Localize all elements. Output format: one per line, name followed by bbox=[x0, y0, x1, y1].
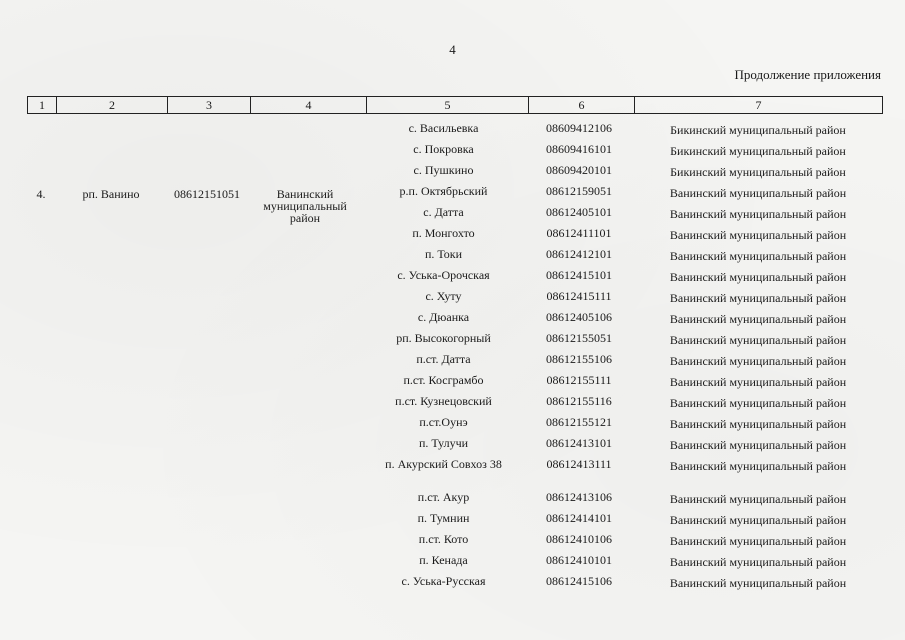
header-col-2: 2 bbox=[57, 97, 168, 114]
settlement-name: п. Токи bbox=[424, 247, 463, 261]
settlement-code: 08612413111 bbox=[546, 457, 612, 471]
table-row bbox=[0, 511, 905, 532]
table-row bbox=[0, 553, 905, 574]
settlement-district: Ванинский муниципальный район bbox=[669, 312, 847, 326]
header-col-3: 3 bbox=[168, 97, 251, 114]
settlement-code: 08612159051 bbox=[546, 184, 612, 198]
settlement-district: Бикинский муниципальный район bbox=[670, 144, 846, 158]
settlement-code: 08612155051 bbox=[546, 331, 612, 345]
table-row bbox=[0, 289, 905, 310]
settlement-name: с. Пушкино bbox=[413, 163, 474, 177]
header-col-6: 6 bbox=[529, 97, 635, 114]
table-row bbox=[0, 226, 905, 247]
entry-name: рп. Ванино bbox=[82, 187, 140, 201]
settlement-name: п.ст.Оунэ bbox=[419, 415, 468, 429]
table-row bbox=[0, 310, 905, 331]
table-row bbox=[0, 436, 905, 457]
settlement-name: п. Кенада bbox=[419, 553, 468, 567]
settlement-district: Ванинский муниципальный район bbox=[669, 186, 847, 200]
settlement-name: п. Акурский Совхоз 38 bbox=[385, 457, 502, 471]
settlement-district: Ванинский муниципальный район bbox=[669, 438, 847, 452]
table-row bbox=[0, 574, 905, 595]
table-row bbox=[0, 205, 905, 226]
settlement-name: с. Уська-Русская bbox=[401, 574, 486, 588]
settlement-code: 08609416101 bbox=[546, 142, 612, 156]
settlement-name: с. Хуту bbox=[425, 289, 462, 303]
settlement-code: 08612412101 bbox=[546, 247, 612, 261]
settlement-district: Ванинский муниципальный район bbox=[669, 207, 847, 221]
settlement-code: 08612414101 bbox=[546, 511, 612, 525]
entry-district: Ванинский муниципальный район bbox=[263, 187, 347, 225]
table-row bbox=[0, 121, 905, 142]
settlement-district: Ванинский муниципальный район bbox=[669, 333, 847, 347]
header-col-5: 5 bbox=[367, 97, 529, 114]
settlement-code: 08612155121 bbox=[546, 415, 612, 429]
table-row bbox=[0, 373, 905, 394]
settlement-code: 08612405106 bbox=[546, 310, 612, 324]
settlement-district: Ванинский муниципальный район bbox=[669, 555, 847, 569]
settlement-code: 08612155106 bbox=[546, 352, 612, 366]
entry-number: 4. bbox=[36, 187, 46, 201]
settlement-name: п. Монгохто bbox=[412, 226, 475, 240]
settlement-code: 08612415101 bbox=[546, 268, 612, 282]
settlement-name: р.п. Октябрьский bbox=[399, 184, 488, 198]
settlement-name: п. Тулучи bbox=[418, 436, 469, 450]
settlement-district: Ванинский муниципальный район bbox=[669, 417, 847, 431]
settlement-name: с. Уська-Орочская bbox=[397, 268, 490, 282]
settlement-district: Ванинский муниципальный район bbox=[669, 492, 847, 506]
settlement-district: Ванинский муниципальный район bbox=[669, 375, 847, 389]
table-row bbox=[0, 268, 905, 289]
entry-code: 08612151051 bbox=[174, 187, 240, 201]
settlement-name: с. Васильевка bbox=[408, 121, 479, 135]
settlement-name: с. Датта bbox=[423, 205, 464, 219]
settlement-name: п.ст. Косграмбо bbox=[403, 373, 484, 387]
settlement-code: 08612415106 bbox=[546, 574, 612, 588]
continuation-caption: Продолжение приложения bbox=[734, 67, 881, 82]
settlement-code: 08612155111 bbox=[546, 373, 612, 387]
header-col-4: 4 bbox=[251, 97, 367, 114]
settlement-name: п.ст. Кото bbox=[418, 532, 469, 546]
table-row bbox=[0, 352, 905, 373]
settlement-district: Ванинский муниципальный район bbox=[669, 534, 847, 548]
settlement-district: Ванинский муниципальный район bbox=[669, 396, 847, 410]
settlement-name: с. Дюанка bbox=[417, 310, 470, 324]
settlement-name: п.ст. Кузнецовский bbox=[395, 394, 492, 408]
settlement-name: рп. Высокогорный bbox=[396, 331, 491, 345]
settlement-code: 08612410101 bbox=[546, 553, 612, 567]
settlement-code: 08612410106 bbox=[546, 532, 612, 546]
settlement-district: Ванинский муниципальный район bbox=[669, 576, 847, 590]
settlement-name: п. Тумнин bbox=[417, 511, 470, 525]
settlement-name: п.ст. Акур bbox=[417, 490, 470, 504]
settlement-name: с. Покровка bbox=[413, 142, 474, 156]
settlement-district: Ванинский муниципальный район bbox=[669, 354, 847, 368]
settlement-district: Ванинский муниципальный район bbox=[669, 291, 847, 305]
settlement-code: 08612413106 bbox=[546, 490, 612, 504]
column-number-header bbox=[27, 96, 883, 114]
settlement-code: 08609412106 bbox=[546, 121, 612, 135]
table-row bbox=[0, 142, 905, 163]
table-row bbox=[0, 163, 905, 184]
settlement-district: Бикинский муниципальный район bbox=[670, 165, 846, 179]
table-row bbox=[0, 490, 905, 511]
settlement-code: 08612155116 bbox=[546, 394, 612, 408]
settlement-district: Ванинский муниципальный район bbox=[669, 270, 847, 284]
table-row bbox=[0, 184, 905, 205]
settlement-code: 08612413101 bbox=[546, 436, 612, 450]
settlement-district: Ванинский муниципальный район bbox=[669, 228, 847, 242]
header-col-1: 1 bbox=[28, 97, 57, 114]
settlement-name: п.ст. Датта bbox=[416, 352, 471, 366]
table-row bbox=[0, 415, 905, 436]
table-row bbox=[0, 247, 905, 268]
header-col-7: 7 bbox=[635, 97, 883, 114]
settlement-code: 08612411101 bbox=[546, 226, 612, 240]
settlement-district: Ванинский муниципальный район bbox=[669, 249, 847, 263]
table-row bbox=[0, 532, 905, 553]
settlement-district: Ванинский муниципальный район bbox=[669, 513, 847, 527]
page-number: 4 bbox=[449, 42, 456, 57]
settlement-code: 08612415111 bbox=[546, 289, 612, 303]
settlement-code: 08612405101 bbox=[546, 205, 612, 219]
settlement-code: 08609420101 bbox=[546, 163, 612, 177]
table-row bbox=[0, 331, 905, 352]
settlement-district: Бикинский муниципальный район bbox=[670, 123, 846, 137]
settlement-district: Ванинский муниципальный район bbox=[669, 459, 847, 473]
table-row bbox=[0, 457, 905, 478]
table-row bbox=[0, 394, 905, 415]
